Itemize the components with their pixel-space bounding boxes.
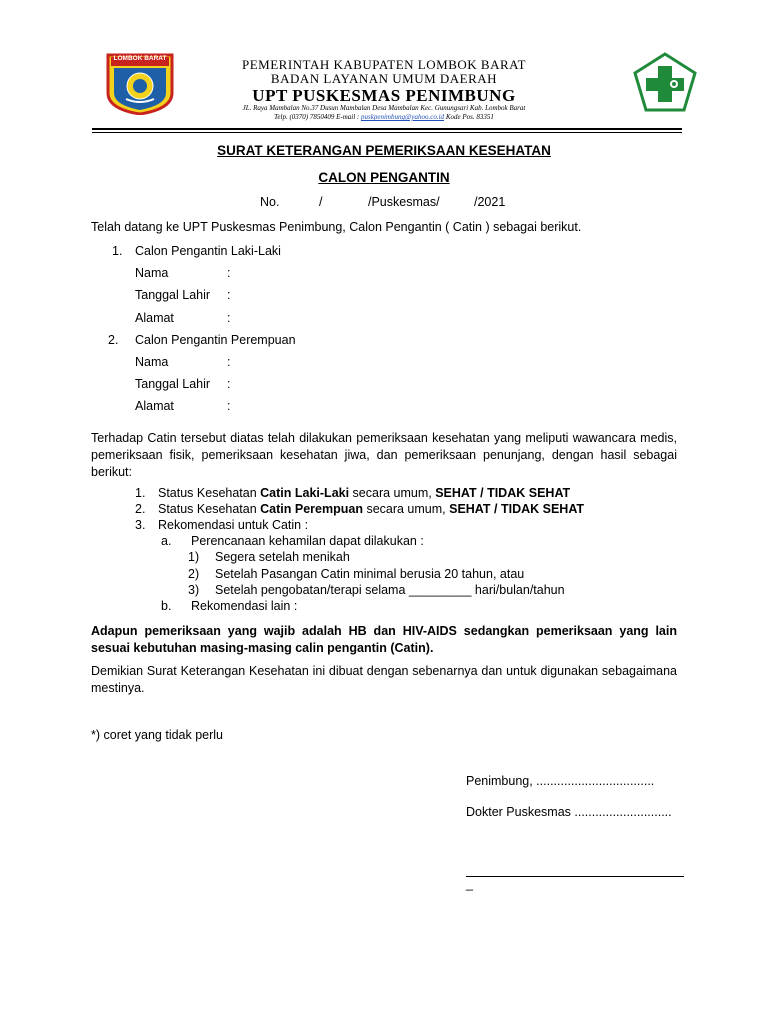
option-3-text: Setelah pengobatan/terapi selama _________ hari/bulan/tahun [215,583,565,597]
bride-address-label: Alamat [135,399,174,413]
footnote: *) coret yang tidak perlu [91,728,224,742]
groom-address-label: Alamat [135,311,174,325]
document-subtitle: CALON PENGANTIN [318,170,450,185]
recommendation-a-number: a. [161,534,172,548]
email-link[interactable]: puskpenimbung@yahoo.co.id [361,113,445,121]
recommendation-b-number: b. [161,599,172,613]
signature-place-date: Penimbung, .................................. [466,774,655,788]
groom-name-label: Nama [135,266,169,280]
recommendation-b-text: Rekomendasi lain : [191,599,298,613]
bride-name-colon: : [227,355,231,369]
result-2-text: Status Kesehatan Catin Perempuan secara umum, SEHAT / TIDAK SEHAT [158,502,585,516]
recommendation-a-text: Perencanaan kehamilan dapat dilakukan : [191,534,424,548]
bride-birthdate-colon: : [227,377,231,391]
letterhead-rule-thin [92,132,682,133]
result-3-text: Rekomendasi untuk Catin : [158,518,309,532]
contact-prefix: Telp. (0370) 7850409 E-mail : [274,113,362,121]
groom-number: 1. [112,244,123,258]
puskesmas-cross-icon [632,52,698,114]
logo-banner-text: LOMBOK BARAT [113,55,167,62]
letterhead [0,0,768,140]
contact-line [0,113,768,121]
option-2-text: Setelah Pasangan Catin minimal berusia 20 tahun, atau [215,567,525,581]
number-label: No. [260,195,280,209]
result-2-number: 2. [135,502,146,516]
result-3-number: 3. [135,518,146,532]
signature-line [466,876,684,877]
signature-doctor-title: Dokter Puskesmas ............................ [466,805,672,819]
groom-birthdate-colon: : [227,288,231,302]
bride-birthdate-label: Tanggal Lahir [135,377,211,391]
groom-address-colon: : [227,311,231,325]
option-2-number: 2) [188,567,200,581]
option-3-number: 3) [188,583,200,597]
number-year: /2021 [474,195,506,209]
address-line: JL. Raya Mambalan No.37 Dusun Mambalan Desa Mambalan Kec. Gunungsari Kab. Lombok Barat [242,104,526,112]
closing-paragraph: Demikian Surat Keterangan Kesehatan ini dibuat dengan sebenarnya dan untuk digunakan sebagaimana mestinya. [91,664,677,695]
intro-text: Telah datang ke UPT Puskesmas Penimbung, Calon Pengantin ( Catin ) sebagai berikut. [91,220,582,234]
government-name: PEMERINTAH KABUPATEN LOMBOK BARAT [241,57,527,72]
groom-heading: Calon Pengantin Laki-Laki [135,244,281,258]
bride-heading: Calon Pengantin Perempuan [135,333,296,347]
examination-paragraph: Terhadap Catin tersebut diatas telah dilakukan pemeriksaan kesehatan yang meliputi wawancara medis, pemeriksaan fisik, pemeriksaan kesehatan jiwa, dan pemeriksaan penunjang, dengan hasil sebagai berikut: [91,431,677,479]
mandatory-exam-paragraph: Adapun pemeriksaan yang wajib adalah HB dan HIV-AIDS sedangkan pemeriksaan yang lain sesuai kebutuhan masing-masing calin pengantin (Catin). [91,624,677,655]
bride-address-colon: : [227,399,231,413]
groom-birthdate-label: Tanggal Lahir [135,288,211,302]
letterhead-rule-thick [92,128,682,130]
option-1-text: Segera setelah menikah [215,550,350,564]
number-separator-2: /Puskesmas/ [368,195,440,209]
document-title: SURAT KETERANGAN PEMERIKSAAN KESEHATAN [217,143,551,158]
number-separator-1: / [319,195,323,209]
option-1-number: 1) [188,550,200,564]
bride-number: 2. [108,333,119,347]
agency-name: BADAN LAYANAN UMUM DAERAH [270,71,498,86]
contact-suffix: Kode Pos. 83351 [444,113,494,121]
result-1-text: Status Kesehatan Catin Laki-Laki secara umum, SEHAT / TIDAK SEHAT [158,486,571,500]
institution-name: UPT PUSKESMAS PENIMBUNG [252,86,516,105]
result-1-number: 1. [135,486,146,500]
signature-line-tail: _ [466,877,473,891]
groom-name-colon: : [227,266,231,280]
bride-name-label: Nama [135,355,169,369]
